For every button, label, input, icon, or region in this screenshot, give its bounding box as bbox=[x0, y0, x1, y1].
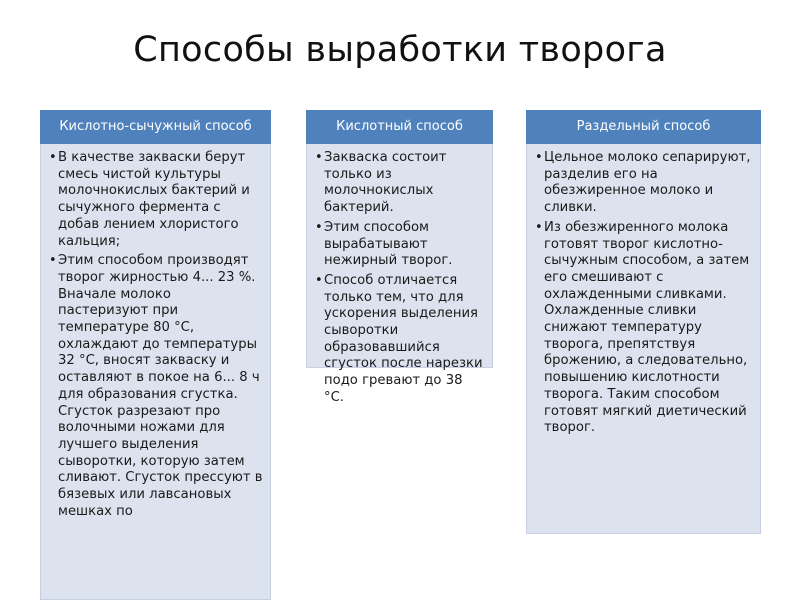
bullet-icon: • bbox=[49, 253, 57, 269]
column-body bbox=[40, 144, 271, 600]
column-body bbox=[306, 144, 493, 405]
list-item bbox=[49, 150, 264, 250]
list-item-text: Этим способом вырабатывают нежирный творог. bbox=[324, 219, 453, 269]
list-item-text: Цельное молоко сепарируют, разделив его на обезжиренное молоко и сливки. bbox=[544, 150, 751, 216]
list-item bbox=[315, 150, 486, 217]
list-item-text: Закваска состоит только из молочнокислых бактерий. bbox=[324, 150, 447, 216]
bullet-icon: • bbox=[535, 219, 543, 235]
column-header: Кислотно-сычужный способ bbox=[40, 110, 271, 144]
list-item-text: Из обезжиренного молока готовят творог кислотно- сычужным способом, а затем его смешивают с охлажденными сливками. Охлажденные сливки снижают температуру творога, препятствуя брожению, а следовательно, повышению кислотности творога. Таким способом готовят мягкий диетический творог. bbox=[544, 219, 750, 436]
column-header: Кислотный способ bbox=[306, 110, 493, 144]
bullet-list bbox=[535, 150, 754, 437]
bullet-icon: • bbox=[315, 272, 323, 288]
bullet-icon: • bbox=[49, 150, 57, 165]
bullet-icon: • bbox=[535, 150, 543, 165]
bullet-list bbox=[49, 150, 264, 520]
list-item bbox=[49, 253, 264, 520]
list-item-text: В качестве закваски берут смесь чистой культуры молочнокислых бактерий и сычужного фермента с добав лением хлористого кальция; bbox=[58, 150, 250, 249]
list-item-text: Способ отличается только тем, что для ускорения выделения сыворотки образовавшийся сгусток после нарезки подо гревают до 38 °С. bbox=[324, 272, 483, 405]
column-header: Раздельный способ bbox=[526, 110, 761, 144]
list-item-text: Этим способом производят творог жирностью 4... 23 %. Вначале молоко пастеризуют при температуре 80 °С, охлаждают до температуры 32 °С, вносят закваску и оставляют в покое на 6... 8 ч для образования сгустка. Сгусток разрезают про волочными ножами для лучшего выделения сыворотки, которую затем сливают. Сгусток прессуют в бязевых или лавсановых мешках по bbox=[58, 253, 263, 519]
bullet-list bbox=[315, 150, 486, 407]
column-acid-rennet-method bbox=[40, 110, 271, 600]
slide-title: Способы выработки творога bbox=[133, 30, 667, 70]
column-body bbox=[526, 144, 761, 534]
column-acid-method bbox=[306, 110, 493, 405]
list-item bbox=[535, 150, 754, 217]
column-separate-method bbox=[526, 110, 761, 534]
list-item bbox=[315, 220, 486, 270]
bullet-icon: • bbox=[315, 150, 323, 165]
bullet-icon: • bbox=[315, 219, 323, 235]
list-item bbox=[315, 273, 486, 407]
list-item bbox=[535, 220, 754, 437]
